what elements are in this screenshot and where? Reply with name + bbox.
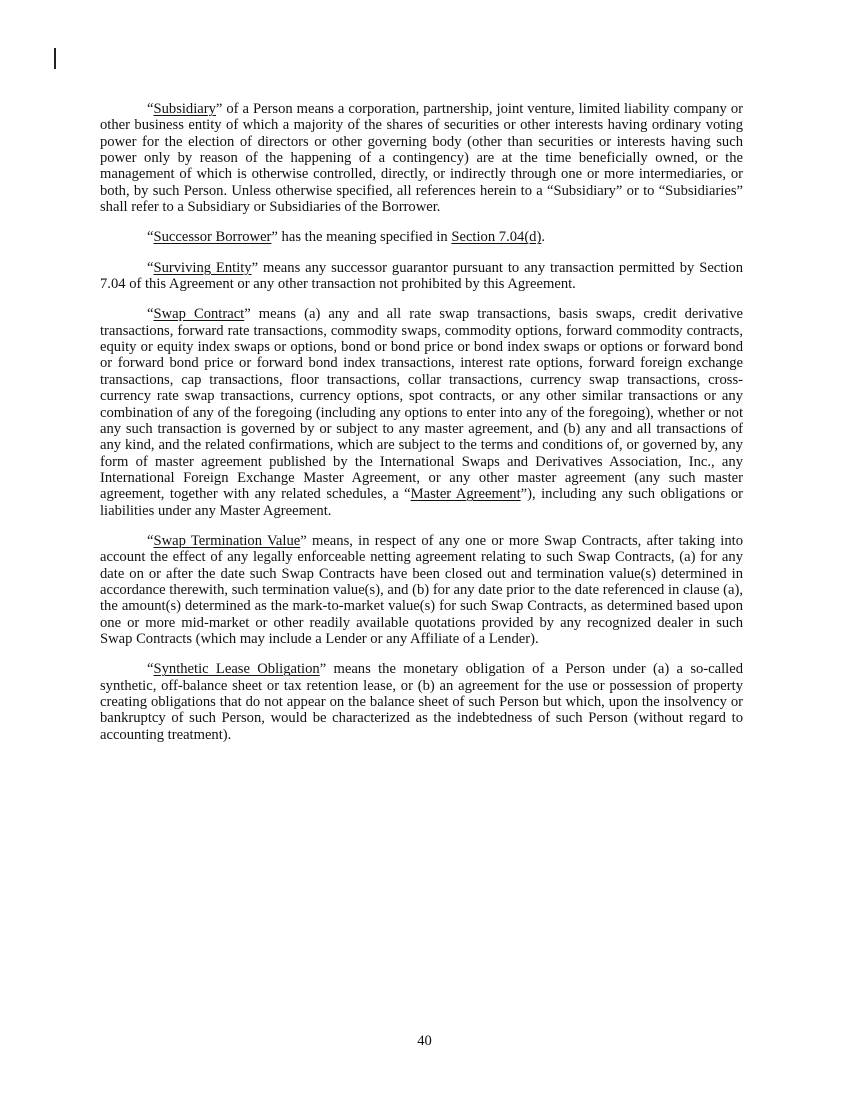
definition-text: ” has the meaning specified in <box>271 229 452 246</box>
definition-swap-termination-value <box>100 533 743 647</box>
open-quote: “ <box>147 306 154 323</box>
open-quote: “ <box>147 532 154 549</box>
definition-text: ” means the monetary obligation of a Person under (a) a so-called synthetic, off-balance sheet or tax retention lease, or (b) an agreement for the use or possession of property creating obligations that do not appear on the balance sheet of such Person but which, upon the insolvency or bankruptcy of such Person, would be characterized as the indebtedness of such Person (without regard to accounting treatment). <box>100 661 744 743</box>
document-body <box>100 101 743 757</box>
definition-text: ” means (a) any and all rate swap transactions, basis swaps, credit derivative transactions, forward rate transactions, commodity swaps, commodity options, forward commodity contracts, equity or equity index swaps or options, bond or bond price or bond index swaps or options or forward bond or forward bond price or forward bond index transactions, interest rate options, forward foreign exchange transactions, cap transactions, floor transactions, collar transactions, currency swap transactions, cross-currency rate swap transactions, currency options, spot contracts, or any other similar transactions or any combination of any of the foregoing (including any options to enter into any of the foregoing), whether or not any such transaction is governed by or subject to any master agreement, and (b) any and all transactions of any kind, and the related confirmations, which are subject to the terms and conditions of, or governed by, any form of master agreement published by the International Swaps and Derivatives Association, Inc., any International Foreign Exchange Master Agreement, or any other master agreement (any such master agreement, together with any related schedules, a “ <box>100 306 743 503</box>
definition-text-after: ”), including any such obligations or liabilities under any Master Agreement. <box>100 486 743 519</box>
open-quote: “ <box>147 229 154 246</box>
definition-synthetic-lease-obligation <box>100 661 743 743</box>
defined-term-synthetic-lease-obligation: Synthetic Lease Obligation <box>153 661 320 678</box>
definition-text-end: . <box>541 229 545 246</box>
section-reference-link[interactable]: Section 7.04(d) <box>451 229 542 246</box>
defined-term-subsidiary: Subsidiary <box>153 101 216 117</box>
open-quote: “ <box>147 661 154 678</box>
definition-text: ” means, in respect of any one or more Swap Contracts, after taking into account the effect of any legally enforceable netting agreement relating to such Swap Contracts, (a) for any date on or after the date such Swap Contracts have been closed out and termination value(s) determined in accordance therewith, such termination value(s), and (b) for any date prior to the date referenced in clause (a), the amount(s) determined as the mark-to-market value(s) for such Swap Contracts, as determined based upon one or more mid-market or other readily available quotations provided by any recognized dealer in such Swap Contracts (which may include a Lender or any Affiliate of a Lender). <box>100 532 744 647</box>
defined-term-swap-termination-value: Swap Termination Value <box>153 532 301 549</box>
open-quote: “ <box>147 259 154 276</box>
page-number: 40 <box>417 1033 432 1049</box>
open-quote: “ <box>147 101 154 117</box>
defined-term-surviving-entity: Surviving Entity <box>153 259 252 276</box>
definition-text: ” of a Person means a corporation, partnership, joint venture, limited liability company or other business entity of which a majority of the shares of securities or other interests having ordinary voting power for the election of directors or other governing body (other than securities or interests having such power only by reason of the happening of a contingency) are at the time beneficially owned, or the management of which is otherwise controlled, directly, or indirectly through one or more intermediaries, or both, by such Person. Unless otherwise specified, all references herein to a “Subsidiary” or to “Subsidiaries” shall refer to a Subsidiary or Subsidiaries of the Borrower. <box>100 101 743 216</box>
revision-change-bar <box>54 48 56 69</box>
definition-surviving-entity <box>100 260 743 293</box>
defined-term-swap-contract: Swap Contract <box>153 306 245 323</box>
definition-text: ” means any successor guarantor pursuant to any transaction permitted by Section 7.04 of this Agreement or any other transaction not prohibited by this Agreement. <box>100 259 743 293</box>
definition-subsidiary <box>100 101 743 215</box>
defined-term-successor-borrower: Successor Borrower <box>153 229 272 246</box>
definition-successor-borrower <box>100 229 743 245</box>
definition-swap-contract <box>100 306 743 518</box>
defined-term-master-agreement: Master Agreement <box>410 486 521 503</box>
